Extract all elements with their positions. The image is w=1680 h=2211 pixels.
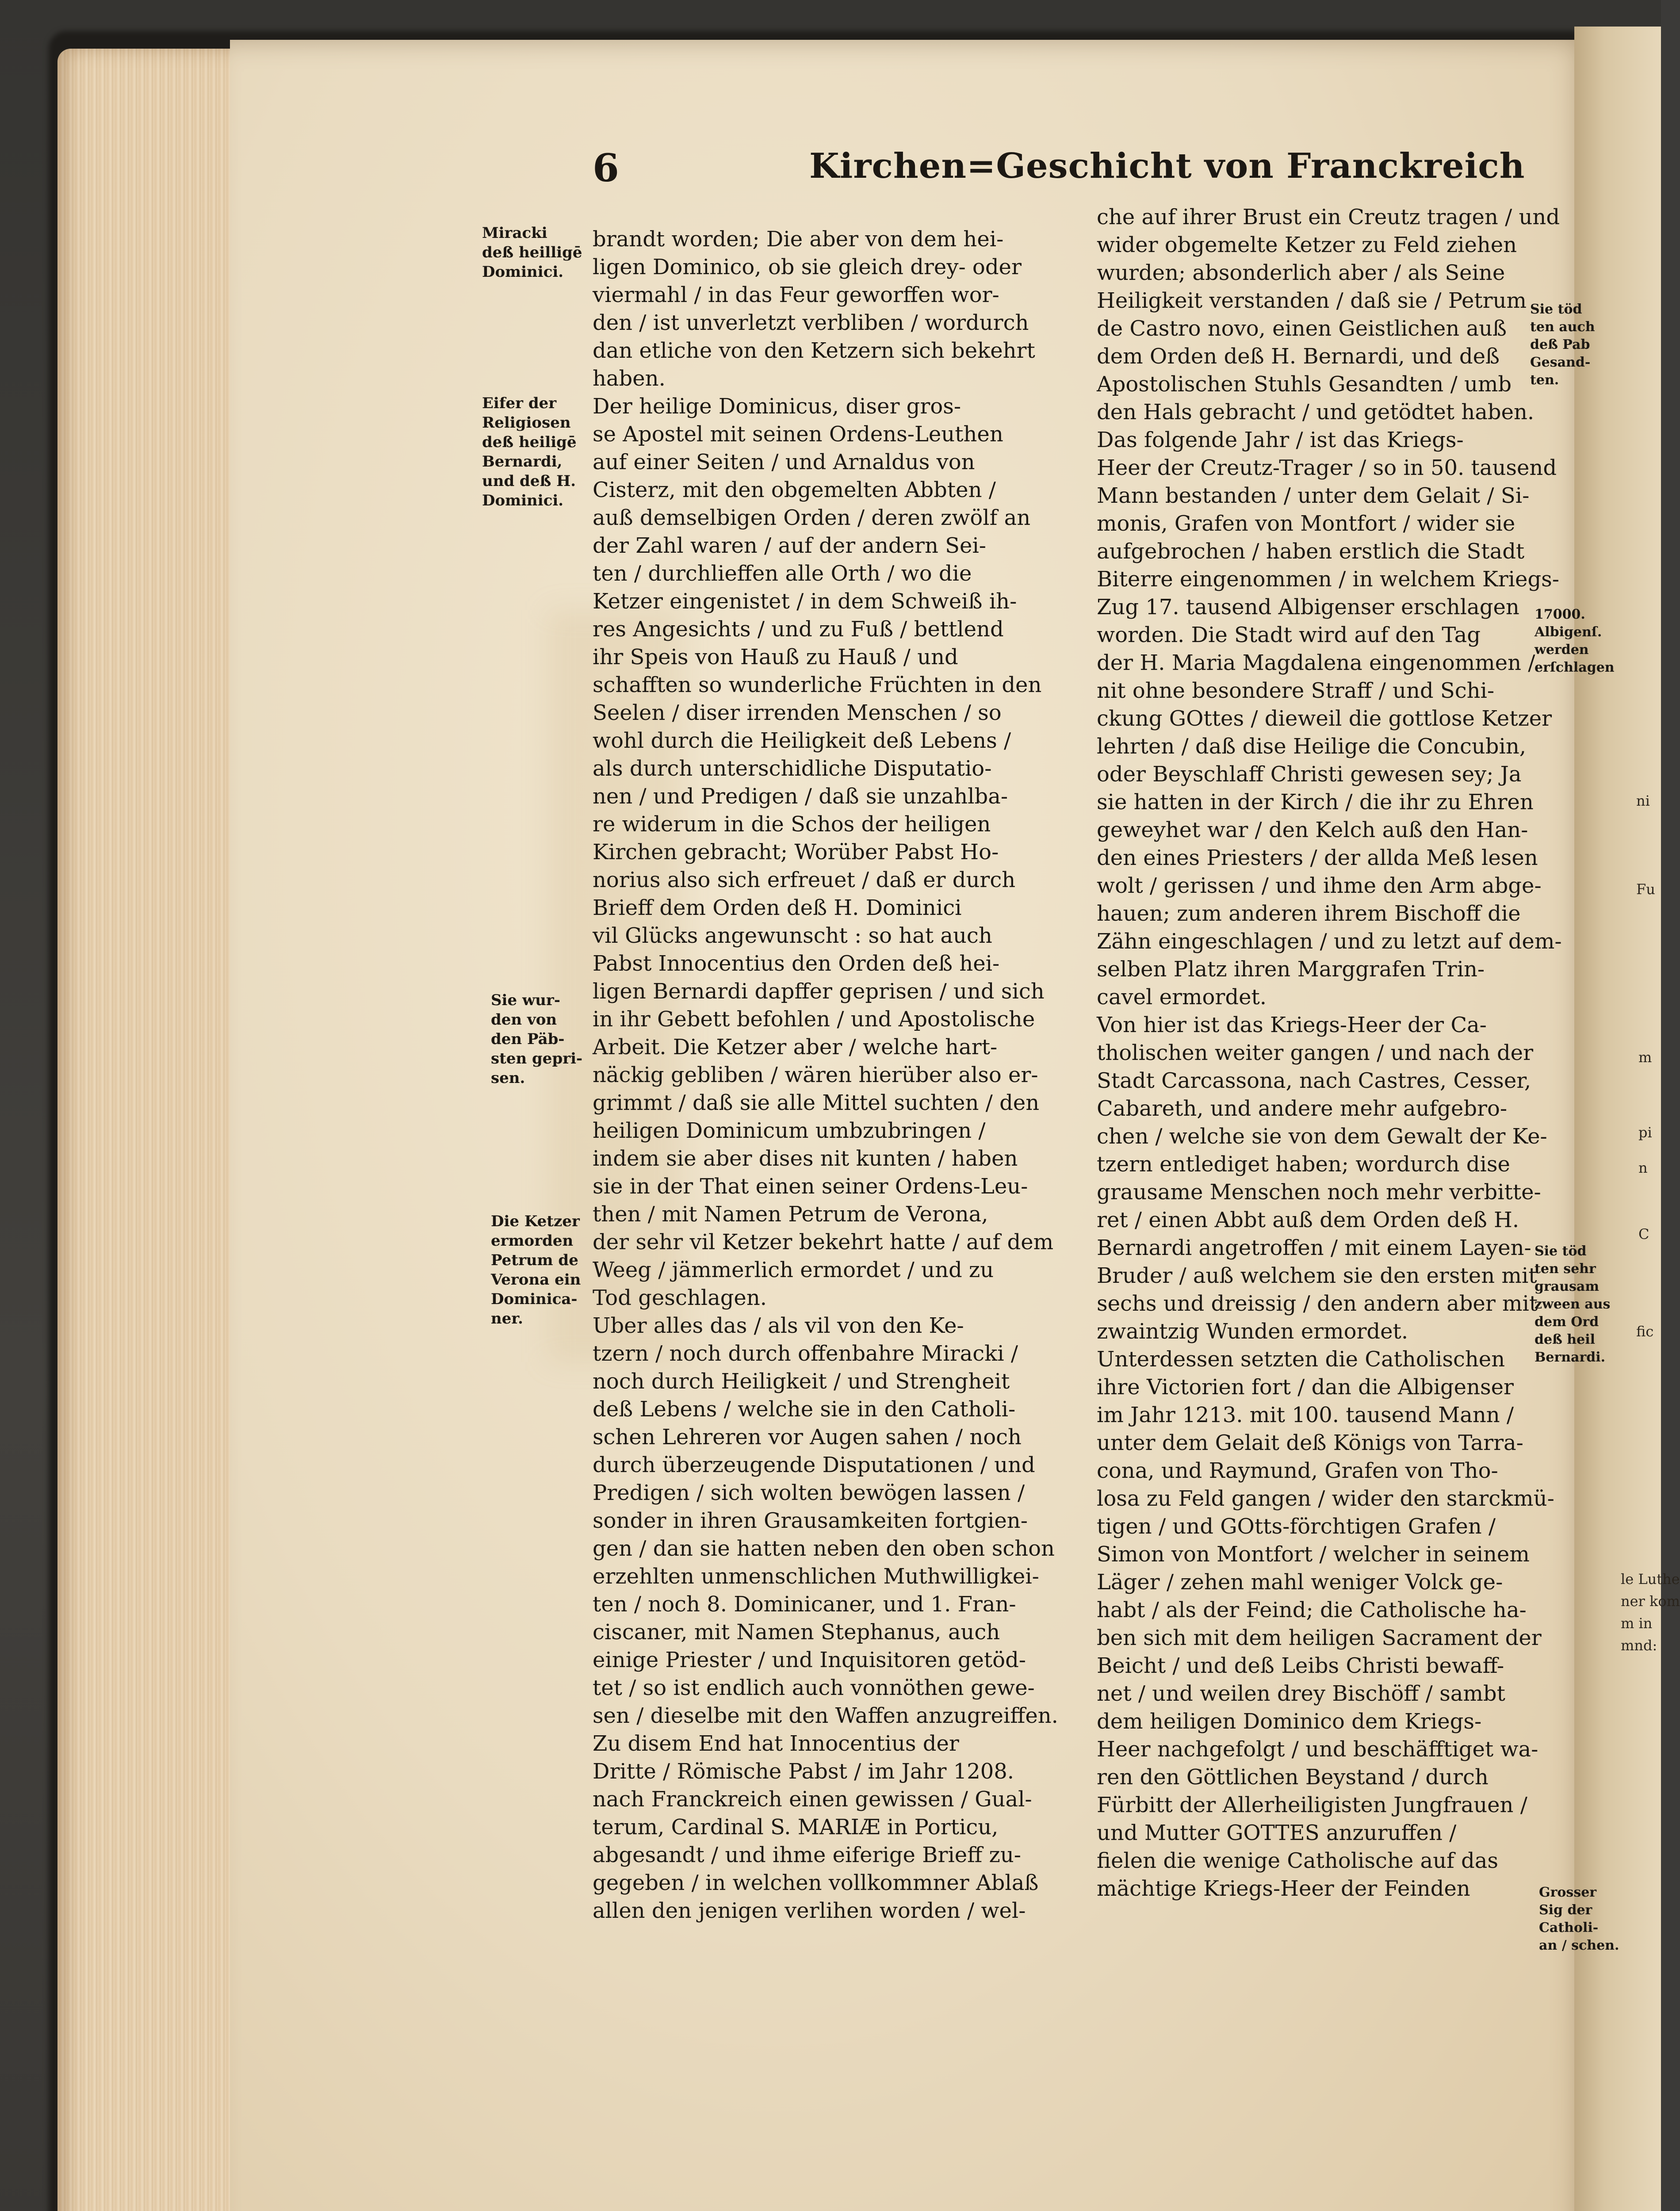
margin-note-line: deß Pab (1530, 337, 1590, 352)
margin-note-line: Bernardi, (482, 453, 563, 471)
text-line: Arbeit. Die Ketzer aber / welche hart- (593, 1035, 998, 1060)
text-line: auf einer Seiten / und Arnaldus von (593, 450, 975, 474)
margin-note (482, 394, 577, 510)
next-page-fragment: m in (1621, 1615, 1653, 1632)
text-line: grausame Menschen noch mehr verbitte- (1097, 1180, 1541, 1205)
text-line: Der heilige Dominicus, diser gros- (593, 394, 961, 419)
text-line: Zug 17. tausend Albigenser erschlagen (1097, 595, 1519, 620)
text-line: den eines Priesters / der allda Meß lesen (1097, 845, 1538, 870)
text-line: Apostolischen Stuhls Gesandten / umb (1097, 372, 1512, 397)
text-line: viermahl / in das Feur geworffen wor- (593, 283, 999, 307)
margin-note-line: Bernardi. (1535, 1350, 1606, 1365)
margin-note-line: den Päb- (491, 1030, 565, 1048)
next-page-fragment: fic (1636, 1323, 1654, 1340)
text-line: Pabst Innocentius den Orden deß hei- (593, 951, 1000, 976)
text-line: Heiligkeit verstanden / daß sie / Petrum (1097, 288, 1527, 313)
text-line: wohl durch die Heiligkeit deß Lebens / (593, 728, 1011, 753)
text-line: Zu disem End hat Innocentius der (593, 1731, 959, 1756)
text-line: mächtige Kriegs-Heer der Feinden (1097, 1876, 1470, 1901)
text-line: hauen; zum anderen ihrem Bischoff die (1097, 901, 1521, 926)
text-line: Brieff dem Orden deß H. Dominici (593, 895, 962, 920)
text-line: sen / dieselbe mit den Waffen anzugreiffen. (593, 1703, 1058, 1728)
text-line: allen den jenigen verlihen worden / wel- (593, 1898, 1026, 1923)
margin-note-line: Dominici. (482, 492, 564, 509)
text-line: losa zu Feld gangen / wider den starckmü- (1097, 1486, 1554, 1511)
text-line: brandt worden; Die aber von dem hei- (593, 227, 1004, 252)
text-line: ligen Dominico, ob sie gleich drey- oder (593, 255, 1022, 279)
text-line: ckung GOttes / dieweil die gottlose Ketzer (1097, 706, 1552, 731)
text-line: Läger / zehen mahl weniger Volck ge- (1097, 1570, 1503, 1595)
text-line: tzern entlediget haben; wordurch dise (1097, 1152, 1510, 1177)
text-line: der H. Maria Magdalena eingenommen / (1097, 650, 1535, 675)
text-line: heiligen Dominicum umbzubringen / (593, 1118, 986, 1143)
margin-note-line: Gesand- (1530, 355, 1591, 370)
margin-note-line: ten auch (1530, 319, 1595, 335)
text-line: fielen die wenige Catholische auf das (1097, 1848, 1499, 1873)
text-line: tzern / noch durch offenbahre Miracki / (593, 1341, 1018, 1366)
text-line: monis, Grafen von Montfort / wider sie (1097, 511, 1515, 536)
text-line: sie hatten in der Kirch / die ihr zu Ehren (1097, 790, 1534, 815)
text-line: de Castro novo, einen Geistlichen auß (1097, 316, 1507, 341)
margin-note-line: Sie töd (1530, 302, 1582, 317)
text-line: chen / welche sie von dem Gewalt der Ke- (1097, 1124, 1547, 1149)
text-line: gen / dan sie hatten neben den oben schon (593, 1536, 1055, 1561)
margin-note-line: ner. (491, 1310, 523, 1327)
margin-note-line: und deß H. (482, 472, 576, 490)
margin-note-line: 17000. (1535, 607, 1585, 622)
text-line: ren den Göttlichen Beystand / durch (1097, 1765, 1489, 1790)
next-page-fragment: m (1638, 1049, 1652, 1066)
text-line: noch durch Heiligkeit / und Strengheit (593, 1369, 1010, 1394)
margin-note-line: ten sehr (1535, 1261, 1596, 1277)
text-line: einige Priester / und Inquisitoren getöd- (593, 1648, 1026, 1672)
margin-note-line: Die Ketzer (491, 1213, 580, 1230)
text-line: Weeg / jämmerlich ermordet / und zu (593, 1258, 994, 1282)
margin-note-line: den von (491, 1011, 557, 1029)
next-page-fragment: ner kom (1621, 1593, 1680, 1610)
right-text-column (1097, 203, 1574, 1903)
text-line: terum, Cardinal S. MARIÆ in Porticu, (593, 1815, 999, 1840)
text-line: oder Beyschlaff Christi gewesen sey; Ja (1097, 762, 1522, 787)
text-line: dem heiligen Dominico dem Kriegs- (1097, 1709, 1482, 1734)
page-block-edge (57, 49, 248, 2211)
text-line: se Apostel mit seinen Ordens-Leuthen (593, 422, 1003, 447)
running-head: Kirchen=Geschicht von Franckreich (809, 146, 1525, 186)
text-line: re widerum in die Schos der heiligen (593, 812, 991, 837)
text-line: unter dem Gelait deß Königs von Tarra- (1097, 1431, 1523, 1455)
margin-note-line: Eifer der (482, 394, 557, 412)
text-line: then / mit Namen Petrum de Verona, (593, 1202, 988, 1227)
text-line: Bruder / auß welchem sie den ersten mit (1097, 1263, 1537, 1288)
margin-note-line: zween aus (1535, 1297, 1611, 1312)
text-line: dem Orden deß H. Bernardi, und deß (1097, 344, 1500, 369)
text-line: und Mutter GOTTES anzuruffen / (1097, 1821, 1457, 1845)
margin-note-line: Miracki (482, 224, 547, 242)
text-line: Unterdessen setzten die Catholischen (1097, 1347, 1505, 1372)
margin-note-line: an / schen. (1539, 1938, 1619, 1953)
margin-note-line: grausam (1535, 1279, 1600, 1294)
next-page-fragment: C (1638, 1226, 1649, 1243)
text-line: Uber alles das / als vil von den Ke- (593, 1313, 964, 1338)
page-number: 6 (593, 146, 619, 191)
margin-note-line: Verona ein (491, 1271, 581, 1289)
margin-note-line: deß heiligē (482, 433, 577, 451)
text-line: lehrten / daß dise Heilige die Concubin, (1097, 734, 1526, 759)
text-line: ten / durchlieffen alle Orth / wo die (593, 561, 972, 586)
next-page-fragment: Fu (1636, 881, 1655, 898)
margin-note-line: dem Ord (1535, 1314, 1599, 1330)
next-page-fragment: pi (1638, 1124, 1652, 1141)
text-line: selben Platz ihren Marggrafen Trin- (1097, 957, 1485, 982)
text-line: grimmt / daß sie alle Mittel suchten / den (593, 1090, 1040, 1115)
text-line: dan etliche von den Ketzern sich bekehrt (593, 338, 1035, 363)
text-line: Kirchen gebracht; Worüber Pabst Ho- (593, 840, 999, 865)
text-line: in ihr Gebett befohlen / und Apostolische (593, 1007, 1035, 1032)
text-line: aufgebrochen / haben erstlich die Stadt (1097, 539, 1525, 564)
text-line: wolt / gerissen / und ihme den Arm abge- (1097, 873, 1542, 898)
text-line: ben sich mit dem heiligen Sacrament der (1097, 1626, 1542, 1650)
text-line: sonder in ihren Grausamkeiten fortgien- (593, 1508, 1028, 1533)
text-line: nit ohne besondere Straff / und Schi- (1097, 678, 1495, 703)
margin-note-line: Sie töd (1535, 1243, 1587, 1259)
text-line: norius also sich erfreuet / daß er durch (593, 868, 1016, 892)
text-line: Ketzer eingenistet / in dem Schweiß ih- (593, 589, 1017, 614)
text-line: ligen Bernardi dapffer geprisen / und sich (593, 979, 1045, 1004)
next-page-fragment: mnd: (1621, 1637, 1657, 1654)
text-line: Mann bestanden / unter dem Gelait / Si- (1097, 483, 1530, 508)
text-line: ret / einen Abbt auß dem Orden deß H. (1097, 1208, 1519, 1232)
margin-note-line: ten. (1530, 372, 1559, 388)
text-line: wider obgemelte Ketzer zu Feld ziehen (1097, 233, 1517, 257)
text-line: ihre Victorien fort / dan die Albigenser (1097, 1375, 1514, 1400)
text-line: auß demselbigen Orden / deren zwölf an (593, 505, 1031, 530)
text-line: erzehlten unmenschlichen Muthwilligkei- (593, 1564, 1039, 1589)
text-line: ihr Speis von Hauß zu Hauß / und (593, 645, 958, 669)
text-line: ten / noch 8. Dominicaner, und 1. Fran- (593, 1592, 1016, 1617)
margin-note-line: Religiosen (482, 414, 571, 432)
margin-note (1535, 1243, 1610, 1366)
text-line: den Hals gebracht / und getödtet haben. (1097, 400, 1535, 425)
margin-note (1539, 1884, 1619, 1955)
text-line: Dritte / Römische Pabst / im Jahr 1208. (593, 1759, 1014, 1784)
text-line: Bernardi angetroffen / mit einem Layen- (1097, 1236, 1531, 1260)
text-line: Stadt Carcassona, nach Castres, Cesser, (1097, 1068, 1531, 1093)
text-line: durch überzeugende Disputationen / und (593, 1453, 1035, 1477)
text-line: Biterre eingenommen / in welchem Kriegs- (1097, 567, 1560, 592)
text-line: habt / als der Feind; die Catholische ha- (1097, 1598, 1527, 1622)
text-line: cavel ermordet. (1097, 985, 1267, 1010)
text-line: indem sie aber dises nit kunten / haben (593, 1146, 1018, 1171)
text-line: Das folgende Jahr / ist das Kriegs- (1097, 428, 1464, 452)
text-line: che auf ihrer Brust ein Creutz tragen / und (1097, 205, 1560, 230)
text-line: Von hier ist das Kriegs-Heer der Ca- (1097, 1013, 1487, 1037)
margin-note-line: Dominica- (491, 1290, 578, 1308)
text-line: als durch unterschidliche Disputatio- (593, 756, 992, 781)
text-line: Heer der Creutz-Trager / so in 50. tausend (1097, 455, 1557, 480)
text-line: geweyhet war / den Kelch auß den Han- (1097, 818, 1528, 842)
text-line: tholischen weiter gangen / und nach der (1097, 1040, 1534, 1065)
left-text-column (593, 226, 1070, 1925)
margin-note (491, 991, 582, 1088)
margin-note (482, 223, 582, 282)
text-line: wurden; absonderlich aber / als Seine (1097, 260, 1505, 285)
text-line: im Jahr 1213. mit 100. tausend Mann / (1097, 1403, 1514, 1427)
text-line: Predigen / sich wolten bewögen lassen / (593, 1480, 1025, 1505)
margin-note-line: ermorden (491, 1232, 574, 1250)
margin-note-line: sten gepri- (491, 1050, 583, 1067)
text-line: Fürbitt der Allerheiligisten Jungfrauen / (1097, 1793, 1527, 1817)
margin-note-line: sen. (491, 1069, 525, 1087)
text-line: Simon von Montfort / welcher in seinem (1097, 1542, 1530, 1567)
text-line: Tod geschlagen. (593, 1285, 767, 1310)
margin-note (491, 1212, 581, 1328)
text-line: net / und weilen drey Bischöff / sambt (1097, 1681, 1505, 1706)
text-line: sechs und dreissig / den andern aber mit (1097, 1291, 1538, 1316)
next-page-fragment: le Luthe (1621, 1571, 1680, 1587)
margin-note-line: Petrum de (491, 1251, 578, 1269)
margin-note-line: erſchlagen (1535, 660, 1615, 675)
margin-note-line: Catholi- (1539, 1920, 1599, 1936)
text-line: deß Lebens / welche sie in den Catholi- (593, 1397, 1016, 1422)
text-line: tigen / und GOtts-förchtigen Grafen / (1097, 1514, 1496, 1539)
text-line: der sehr vil Ketzer bekehrt hatte / auf dem (593, 1230, 1054, 1255)
margin-note-line: Sie wur- (491, 991, 560, 1009)
text-line: Zähn eingeschlagen / und zu letzt auf dem- (1097, 929, 1562, 954)
text-line: haben. (593, 366, 666, 391)
margin-note-line: Grosser (1539, 1885, 1597, 1900)
text-line: ciscaner, mit Namen Stephanus, auch (593, 1620, 1000, 1645)
text-line: nach Franckreich einen gewissen / Gual- (593, 1787, 1032, 1812)
margin-note-line: Sig der (1539, 1902, 1592, 1918)
text-line: Cisterz, mit den obgemelten Abbten / (593, 478, 996, 502)
margin-note (1530, 301, 1595, 389)
text-line: näckig gebliben / wären hierüber also er- (593, 1063, 1038, 1087)
text-line: worden. Die Stadt wird auf den Tag (1097, 623, 1481, 647)
text-line: tet / so ist endlich auch vonnöthen gewe- (593, 1675, 1035, 1700)
text-line: cona, und Raymund, Grafen von Tho- (1097, 1458, 1498, 1483)
margin-note-line: Albigenſ. (1535, 624, 1602, 640)
text-line: der Zahl waren / auf der andern Sei- (593, 533, 987, 558)
margin-note (1535, 606, 1615, 677)
text-line: gegeben / in welchen vollkommner Ablaß (593, 1871, 1039, 1895)
text-line: vil Glücks angewunscht : so hat auch (593, 923, 992, 948)
text-line: Beicht / und deß Leibs Christi bewaff- (1097, 1653, 1504, 1678)
text-line: Cabareth, und andere mehr aufgebro- (1097, 1096, 1508, 1121)
margin-note-line: werden (1535, 642, 1589, 658)
text-line: res Angesichts / und zu Fuß / bettlend (593, 617, 1004, 642)
text-line: zwaintzig Wunden ermordet. (1097, 1319, 1408, 1344)
text-line: den / ist unverletzt verbliben / wordurch (593, 310, 1029, 335)
text-line: abgesandt / und ihme eiferige Brieff zu- (593, 1843, 1021, 1867)
text-line: schen Lehreren vor Augen sahen / noch (593, 1425, 1022, 1450)
text-line: schafften so wunderliche Früchten in den (593, 673, 1042, 697)
next-page-fragment: n (1638, 1159, 1648, 1176)
text-line: Seelen / diser irrenden Menschen / so (593, 700, 1002, 725)
margin-note-line: deß heilligē (482, 244, 582, 261)
next-page-fragment: ni (1636, 792, 1650, 809)
text-line: Heer nachgefolgt / und beschäfftiget wa- (1097, 1737, 1538, 1762)
text-line: nen / und Predigen / daß sie unzahlba- (593, 784, 1008, 809)
text-line: sie in der That einen seiner Ordens-Leu- (593, 1174, 1028, 1199)
margin-note-line: deß heil (1535, 1332, 1595, 1347)
margin-note-line: Dominici. (482, 263, 564, 281)
